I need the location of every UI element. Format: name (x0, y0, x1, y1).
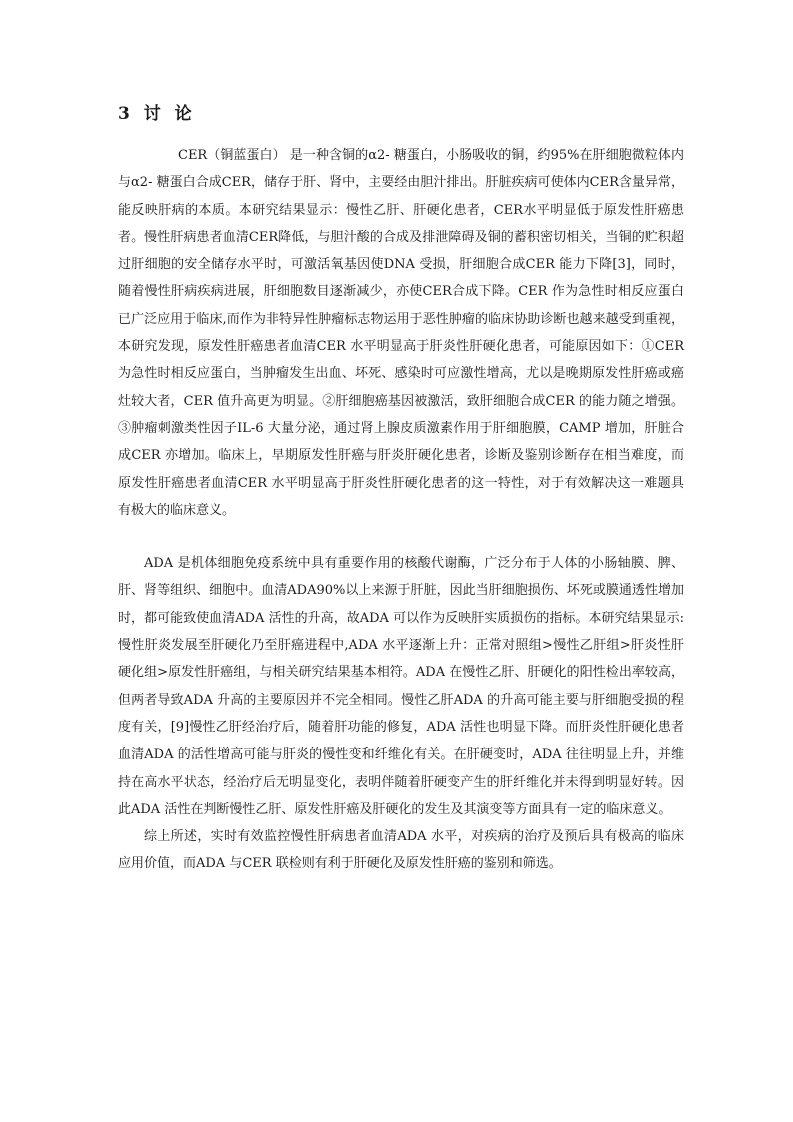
paragraph-ada: ADA 是机体细胞免疫系统中具有重要作用的核酸代谢酶，广泛分布于人体的小肠轴膜、脾、肝、肾等组织、细胞中。血清ADA90%以上来源于肝脏，因此当肝细胞损伤、坏死或膜通透性增加时，都可能致使血清ADA 活性的升高，故ADA 可以作为反映肝实质损伤的指标。本研究结果显示:慢性肝炎发展至肝硬化乃至肝癌进程中,ADA 水平逐渐上升：正常对照组>慢性乙肝组>肝炎性肝硬化组>原发性肝癌组，与相关研究结果基本相符。ADA 在慢性乙肝、肝硬化的阳性检出率较高，但两者导致ADA 升高的主要原因并不完全相同。慢性乙肝ADA 的升高可能主要与肝细胞受损的程度有关，[9]慢性乙肝经治疗后，随着肝功能的修复，ADA 活性也明显下降。而肝炎性肝硬化患者血清ADA 的活性增高可能与肝炎的慢性变和纤维化有关。在肝硬变时，ADA 往往明显上升，并维持在高水平状态，经治疗后无明显变化，表明伴随着肝硬变产生的肝纤维化并未得到明显好转。因此ADA 活性在判断慢性乙肝、原发性肝癌及肝硬化的发生及其演变等方面具有一定的临床意义。 (118, 556, 684, 817)
document-page (118, 100, 684, 878)
section-heading: 3 讨 论 (118, 104, 196, 124)
paragraph-summary: 综上所述，实时有效监控慢性肝病患者血清ADA 水平，对疾病的治疗及预后具有极高的临床应用价值，而ADA 与CER 联检则有利于肝硬化及原发性肝癌的鉴别和筛选。 (118, 829, 684, 872)
paragraph-cer: CER（铜蓝蛋白） 是一种含铜的α2- 糖蛋白，小肠吸收的铜，约95%在肝细胞微粒体内与α2- 糖蛋白合成CER，储存于肝、肾中，主要经由胆汁排出。肝脏疾病可使体内CER含量异常，能反映肝病的本质。本研究结果显示：慢性乙肝、肝硬化患者，CER水平明显低于原发性肝癌患者。慢性肝病患者血清CER降低，与胆汁酸的合成及排泄障碍及铜的蓄积密切相关，当铜的贮积超过肝细胞的安全储存水平时，可激活氧基因使DNA 受损，肝细胞合成CER 能力下降[3]，同时，随着慢性肝病疾病进展，肝细胞数目逐渐减少，亦使CER合成下降。CER 作为急性时相反应蛋白已广泛应用于临床,而作为非特异性肿瘤标志物运用于恶性肿瘤的临床协助诊断也越来越受到重视，本研究发现，原发性肝癌患者血清CER 水平明显高于肝炎性肝硬化患者，可能原因如下：①CER 为急性时相反应蛋白，当肿瘤发生出血、坏死、感染时可应激性增高，尤以是晚期原发性肝癌或癌灶较大者，CER 值升高更为明显。②肝细胞癌基因被激活，致肝细胞合成CER 的能力随之增强。③肿瘤刺激类性因子IL-6 大量分泌，通过肾上腺皮质激素作用于肝细胞膜，CAMP 增加，肝脏合成CER 亦增加。临床上，早期原发性肝癌与肝炎肝硬化患者，诊断及鉴别诊断存在相当难度，而原发性肝癌患者血清CER 水平明显高于肝炎性肝硬化患者的这一特性，对于有效解决这一难题具有极大的临床意义。 (118, 148, 684, 518)
